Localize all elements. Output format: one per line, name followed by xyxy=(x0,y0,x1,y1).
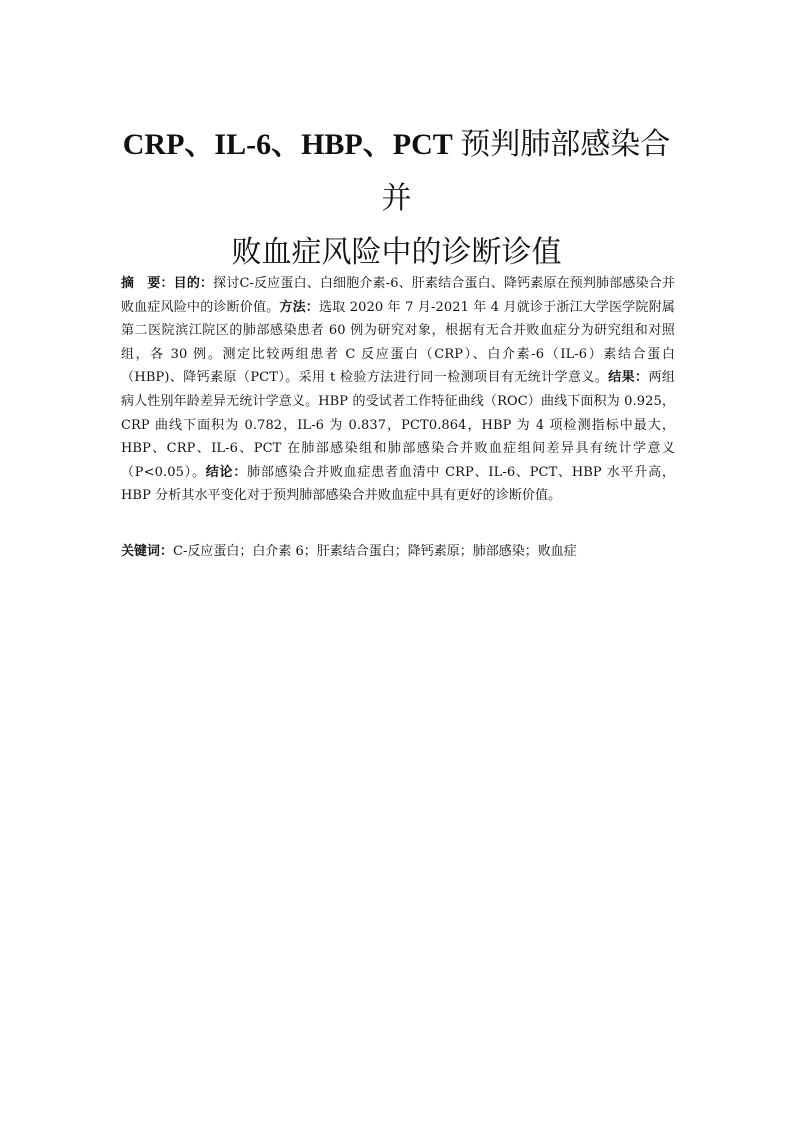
title-line-1-latin: CRP、IL-6、HBP、PCT xyxy=(122,128,453,161)
objective-text: 探讨C-反应蛋白、白细胞介素-6、肝素结合蛋白、降钙素原在预判肺部感染合并败血症风险中的诊断价值。 xyxy=(121,276,675,315)
title-line-2: 败血症风险中的诊断诊值 xyxy=(231,236,562,269)
keywords-label: 关键词： xyxy=(121,544,174,559)
conclusion-label: 结论： xyxy=(205,464,248,480)
abstract-label: 摘 要： xyxy=(121,276,174,291)
keywords-text: C-反应蛋白；白介素 6；肝素结合蛋白；降钙素原；肺部感染；败血症 xyxy=(173,544,577,559)
objective-label: 目的： xyxy=(173,276,214,291)
conclusion-text: 肺部感染合并败血症患者血清中 CRP、IL-6、PCT、HBP 水平升高，HBP 分析其水平变化对于预判肺部感染合并败血症中具有更好的诊断价值。 xyxy=(121,464,675,504)
title-line-1 xyxy=(110,118,683,226)
results-label: 结果： xyxy=(608,370,649,386)
results-text: 两组病人性别年龄差异无统计学意义。HBP 的受试者工作特征曲线（ROC）曲线下面积为 0.925，CRP 曲线下面积为 0.782，IL-6 为 0.837，PCT0.864，HBP 为 4 项检测指标中最大，HBP、CRP、IL-6、PCT 在肺部感染组和肺部感染合并败血症组间差异具有统计学意义（P<0.05）。 xyxy=(121,370,675,480)
keywords-line xyxy=(121,540,675,563)
title-line-1-cjk: 预判肺部感染合并 xyxy=(381,128,671,215)
abstract-paragraph xyxy=(121,272,675,508)
methods-text: 选取 2020 年 7 月-2021 年 4 月就诊于浙江大学医学院附属第二医院滨江院区的肺部感染患者 60 例为研究对象，根据有无合并败血症分为研究组和对照组，各 30 例。测定比较两组患者 C 反应蛋白（CRP）、白介素-6（IL-6）素结合蛋白（HBP)、降钙素原（PCT）。采用 t 检验方法进行同一检测项目有无统计学意义。 xyxy=(121,299,675,386)
paper-title xyxy=(110,118,683,280)
methods-label: 方法： xyxy=(279,299,319,315)
